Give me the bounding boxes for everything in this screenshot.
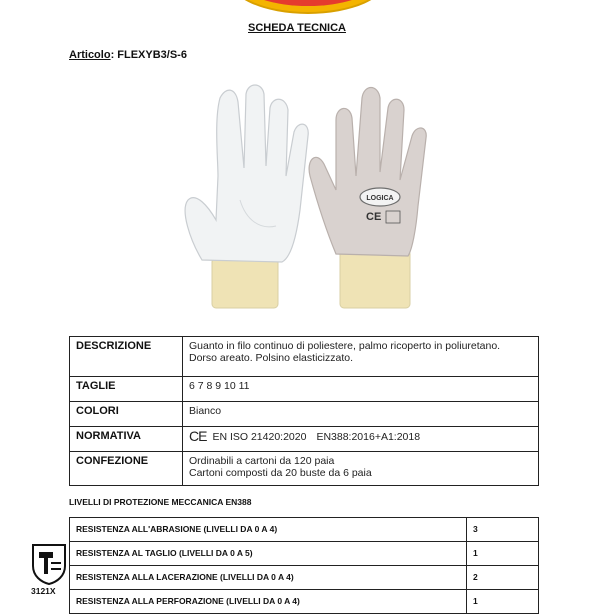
spec-row-colori — [70, 402, 539, 427]
spec-label: TAGLIE — [70, 377, 183, 402]
glove-brand-text: LOGICA — [366, 195, 394, 202]
spec-row-taglie — [70, 377, 539, 402]
protection-row — [70, 518, 539, 542]
left-glove-palm — [185, 85, 308, 308]
spec-row-descrizione — [70, 337, 539, 377]
specs-table — [69, 336, 539, 486]
protection-level: 1 — [467, 542, 539, 566]
spec-value: 6 7 8 9 10 11 — [183, 377, 539, 402]
en388-performance-code: 3121X — [31, 586, 56, 596]
spec-line: Cartoni composti da 20 buste da 6 paia — [189, 467, 372, 479]
spec-line: Ordinabili a cartoni da 120 paia — [189, 455, 335, 467]
spec-label: DESCRIZIONE — [70, 337, 183, 377]
protection-table — [69, 517, 539, 614]
glove-product-image — [150, 80, 450, 310]
spec-value — [183, 427, 539, 452]
protection-label: RESISTENZA ALLA LACERAZIONE (LIVELLI DA 0 A 4) — [70, 566, 467, 590]
spec-value — [183, 452, 539, 486]
protection-label: RESISTENZA ALLA PERFORAZIONE (LIVELLI DA 0 A 4) — [70, 590, 467, 614]
protection-level: 3 — [467, 518, 539, 542]
spec-value: Bianco — [183, 402, 539, 427]
spec-row-normativa — [70, 427, 539, 452]
standard-text: EN388:2016+A1:2018 — [316, 431, 421, 443]
protection-section-title: LIVELLI DI PROTEZIONE MECCANICA EN388 — [69, 497, 252, 507]
spec-label: NORMATIVA — [70, 427, 183, 452]
page-title: SCHEDA TECNICA — [248, 22, 346, 34]
spec-value — [183, 337, 539, 377]
right-glove-back — [309, 88, 426, 309]
standard-text: EN ISO 21420:2020 — [212, 431, 307, 443]
ce-mark-icon: CE — [189, 428, 207, 444]
protection-level: 1 — [467, 590, 539, 614]
article-label: Articolo — [69, 49, 111, 61]
article-code: : FLEXYB3/S-6 — [110, 49, 187, 61]
protection-label: RESISTENZA ALL'ABRASIONE (LIVELLI DA 0 A 4) — [70, 518, 467, 542]
spec-row-confezione — [70, 452, 539, 486]
protection-row — [70, 542, 539, 566]
protection-level: 2 — [467, 566, 539, 590]
en388-hammer-shield-icon — [29, 542, 69, 586]
glove-ce-mark: CE — [366, 211, 382, 223]
protection-label: RESISTENZA AL TAGLIO (LIVELLI DA 0 A 5) — [70, 542, 467, 566]
article-line — [69, 49, 187, 61]
spec-label: COLORI — [70, 402, 183, 427]
spec-line: Dorso areato. Polsino elasticizzato. — [189, 352, 353, 364]
spec-label: CONFEZIONE — [70, 452, 183, 486]
protection-row — [70, 590, 539, 614]
protection-row — [70, 566, 539, 590]
spec-line: Guanto in filo continuo di poliestere, palmo ricoperto in poliuretano. — [189, 340, 501, 352]
